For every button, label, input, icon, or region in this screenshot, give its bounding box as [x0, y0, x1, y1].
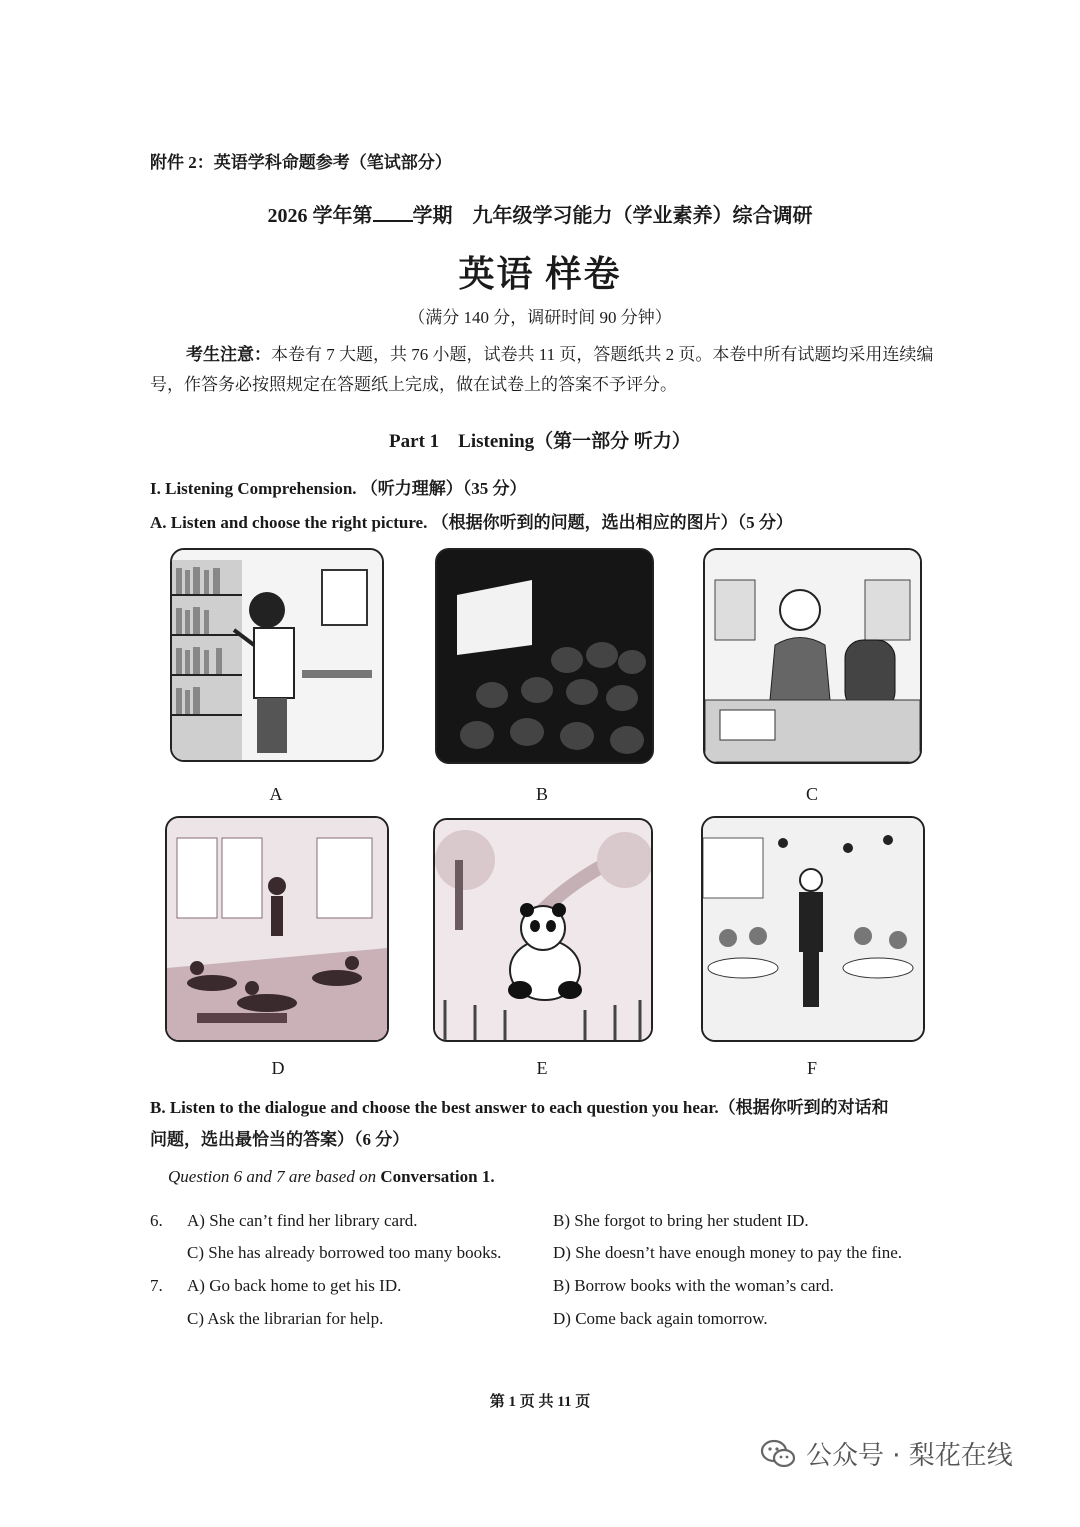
exam-title-pre: 2026 学年第	[267, 205, 373, 227]
question-6-option-a: A) She can’t find her library card.	[187, 1211, 418, 1230]
post-office-picture	[703, 548, 922, 764]
notice-label: 考生注意：	[186, 345, 271, 364]
question-7-option-b: B) Borrow books with the woman’s card.	[553, 1276, 834, 1295]
question-intro-italic: Question 6 and 7 are based on	[168, 1167, 377, 1186]
question-intro-bold: Conversation 1.	[380, 1167, 495, 1186]
restaurant-picture	[701, 816, 925, 1042]
question-7-option-c: C) Ask the librarian for help.	[187, 1309, 384, 1328]
question-6-option-b: B) She forgot to bring her student ID.	[553, 1211, 809, 1230]
exam-title-post: 学期 九年级学习能力（学业素养）综合调研	[412, 205, 813, 227]
section-a-heading: A. Listen and choose the right picture. （根据你听到的问题，选出相应的图片）（5 分）	[150, 513, 793, 532]
part-title: Part 1 Listening（第一部分 听力）	[389, 431, 691, 452]
question-intro	[168, 1167, 495, 1187]
notice-text: 本卷有 7 大题，共 76 小题，试卷共 11 页，答题纸共 2 页。本卷中所有试题均采用连续编号，作答务必按照规定在答题纸上完成，做在试卷上的答案不予评分。	[150, 345, 934, 394]
section-b-heading-line1: B. Listen to the dialogue and choose the best answer to each question you hear.（根据你听到的对话和	[150, 1098, 889, 1117]
cinema-picture	[435, 548, 654, 764]
question-6-option-c: C) She has already borrowed too many books.	[187, 1243, 502, 1262]
section-1-heading: I. Listening Comprehension. （听力理解）（35 分）	[150, 479, 527, 498]
question-7-option-a: A) Go back home to get his ID.	[187, 1276, 402, 1295]
watermark	[760, 1435, 1013, 1472]
page-footer: 第 1 页 共 11 页	[489, 1394, 591, 1410]
attachment-heading: 附件 2：英语学科命题参考（笔试部分）	[150, 153, 452, 172]
notice	[150, 340, 958, 400]
picture-label-d: D	[271, 1058, 285, 1078]
picture-label-b: B	[535, 784, 548, 804]
library-picture	[170, 548, 384, 762]
section-b-heading-line2: 问题，选出最恰当的答案）（6 分）	[150, 1130, 410, 1149]
question-6-number: 6.	[150, 1211, 163, 1230]
exam-title	[0, 199, 1080, 228]
question-7-option-d: D) Come back again tomorrow.	[553, 1309, 768, 1328]
watermark-text: 公众号 · 梨花在线	[806, 1441, 1013, 1471]
picture-label-e: E	[536, 1058, 548, 1078]
picture-label-f: F	[806, 1058, 817, 1078]
score-info: （满分 140 分，调研时间 90 分钟）	[408, 308, 672, 327]
semester-blank	[373, 204, 413, 222]
question-7-number: 7.	[150, 1276, 163, 1295]
main-title: 英语 样卷	[458, 254, 622, 294]
panda-zoo-picture	[433, 818, 653, 1042]
picture-label-a: A	[269, 784, 283, 804]
yoga-class-picture	[165, 816, 389, 1042]
wechat-icon	[760, 1439, 796, 1469]
question-6-option-d: D) She doesn’t have enough money to pay the fine.	[553, 1243, 903, 1262]
picture-label-c: C	[805, 784, 818, 804]
